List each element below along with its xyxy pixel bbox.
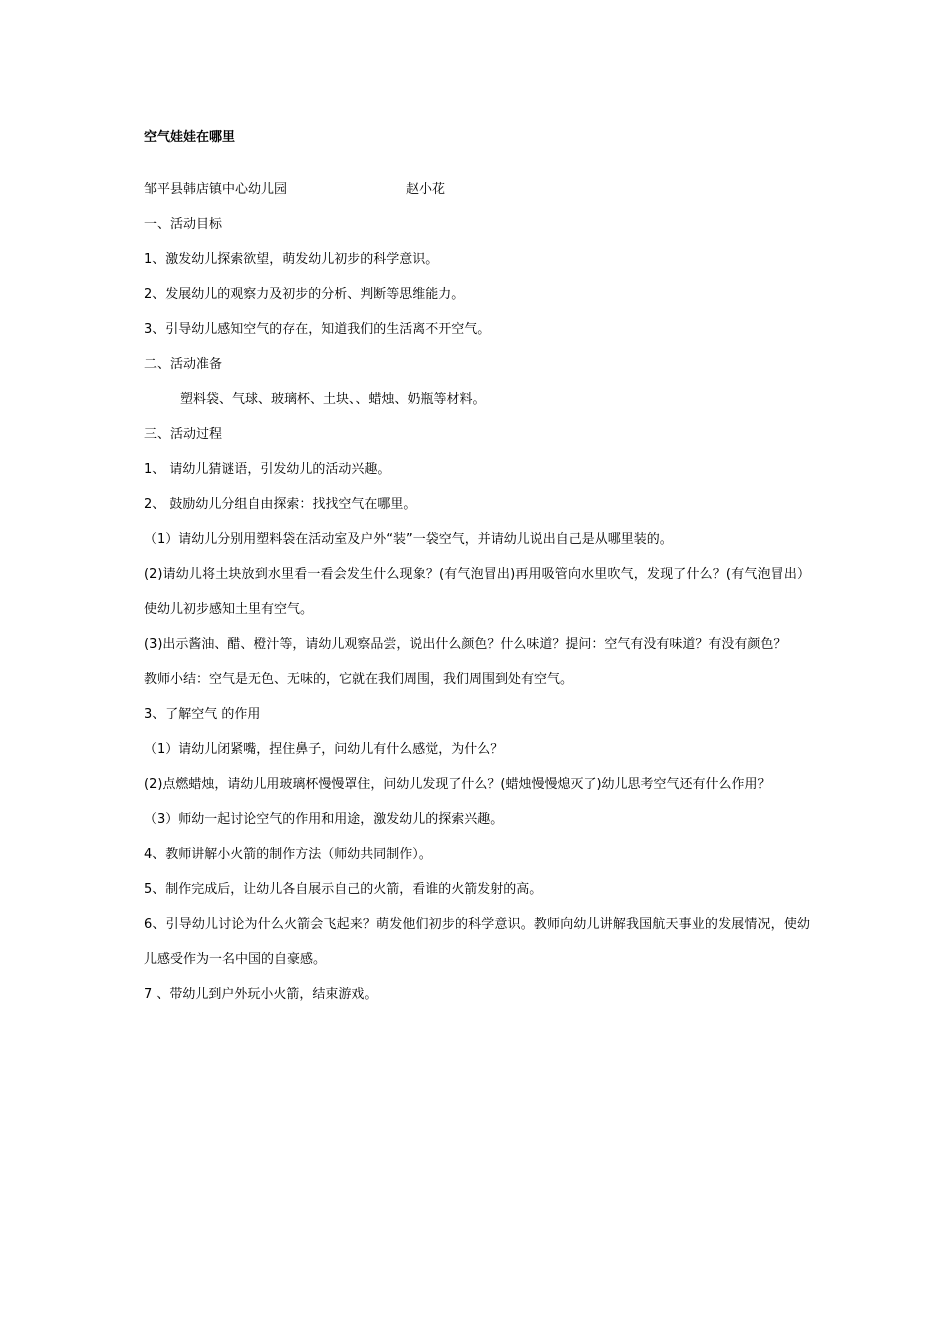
process-step-3: 3、了解空气 的作用 [144, 707, 261, 722]
process-step-2-sub-2: (2)请幼儿将土块放到水里看一看会发生什么现象？(有气泡冒出)再用吸管向水里吹气，发现了什么？(有气泡冒出）使幼儿初步感知土里有空气。 [144, 567, 810, 617]
goal-item-3: 3、引导幼儿感知空气的存在，知道我们的生活离不开空气。 [144, 322, 491, 337]
process-step-4: 4、教师讲解小火箭的制作方法（师幼共同制作）。 [144, 847, 432, 862]
organization: 邹平县韩店镇中心幼儿园 [144, 182, 288, 197]
document-title: 空气娃娃在哪里 [144, 130, 236, 145]
process-step-3-sub-2: (2)点燃蜡烛，请幼儿用玻璃杯慢慢罩住，问幼儿发现了什么？(蜡烛慢慢熄灭了)幼儿思考空气还有什么作用？ [144, 777, 771, 792]
section-heading-process: 三、活动过程 [144, 427, 223, 442]
process-step-2-sub-1: （1）请幼儿分别用塑料袋在活动室及户外“装”一袋空气，并请幼儿说出自己是从哪里装的。 [144, 532, 673, 547]
author-name: 赵小花 [406, 182, 446, 197]
spacer [144, 155, 810, 172]
process-step-7: 7 、带幼儿到户外玩小火箭，结束游戏。 [144, 987, 378, 1002]
goal-item-2: 2、发展幼儿的观察力及初步的分析、判断等思维能力。 [144, 287, 465, 302]
process-step-1: 1、 请幼儿猜谜语，引发幼儿的活动兴趣。 [144, 462, 391, 477]
goal-item-1: 1、激发幼儿探索欲望，萌发幼儿初步的科学意识。 [144, 252, 439, 267]
process-step-2-sub-3: (3)出示酱油、醋、橙汁等，请幼儿观察品尝，说出什么颜色？什么味道？提问：空气有没有味道？有没有颜色？ [144, 637, 787, 652]
process-step-6: 6、引导幼儿讨论为什么火箭会飞起来？萌发他们初步的科学意识。教师向幼儿讲解我国航天事业的发展情况，使幼儿感受作为一名中国的自豪感。 [144, 917, 810, 967]
process-step-2: 2、 鼓励幼儿分组自由探索：找找空气在哪里。 [144, 497, 417, 512]
section-heading-preparation: 二、活动准备 [144, 357, 223, 372]
process-step-5: 5、制作完成后，让幼儿各自展示自己的火箭，看谁的火箭发射的高。 [144, 882, 543, 897]
process-step-3-sub-3: （3）师幼一起讨论空气的作用和用途，激发幼儿的探索兴趣。 [144, 812, 504, 827]
section-heading-goals: 一、活动目标 [144, 217, 223, 232]
author-line [144, 172, 810, 207]
teacher-summary: 教师小结：空气是无色、无味的，它就在我们周围，我们周围到处有空气。 [144, 672, 574, 687]
materials-list: 塑料袋、气球、玻璃杯、土块、、蜡烛、奶瓶等材料。 [180, 392, 486, 407]
document-content [144, 120, 810, 1012]
process-step-3-sub-1: （1）请幼儿闭紧嘴，捏住鼻子，问幼儿有什么感觉，为什么？ [144, 742, 504, 757]
